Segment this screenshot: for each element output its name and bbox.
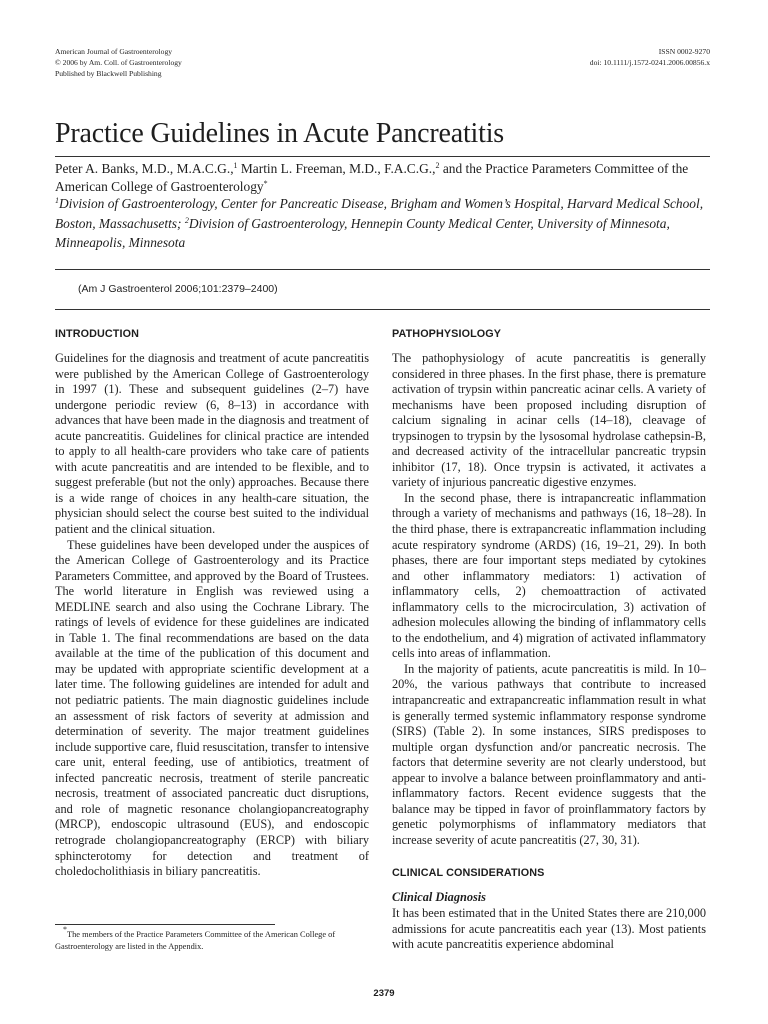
heading-introduction: INTRODUCTION (55, 328, 139, 340)
clinical-paragraph: It has been estimated that in the United States there are 210,000 admissions for acute pancreatitis each year (13). Most patients with acute pancreatitis experience abdominal (392, 906, 706, 952)
title-rule (55, 156, 710, 157)
affil-sup-2: 2 (184, 215, 189, 225)
citation: (Am J Gastroenterol 2006;101:2379–2400) (78, 283, 278, 295)
page-number: 2379 (373, 988, 395, 999)
footnote (55, 925, 373, 953)
doi-line: doi: 10.1111/j.1572-0241.2006.00856.x (589, 58, 710, 67)
pathophysiology-body (392, 351, 706, 849)
introduction-body (55, 351, 369, 880)
heading-clinical-considerations: CLINICAL CONSIDERATIONS (392, 867, 545, 879)
issn-line: ISSN 0002-9270 (658, 47, 710, 56)
affil-sup-1: 1 (55, 196, 59, 205)
copyright-line: © 2006 by Am. Coll. of Gastroenterology (55, 58, 182, 67)
clinical-body (392, 906, 706, 953)
author-sup-star: * (263, 179, 268, 188)
footnote-rule (55, 924, 275, 925)
footnote-text: The members of the Practice Parameters Committee of the American College of Gastroenterology are listed in the Appendix. (55, 930, 336, 951)
journal-header-left (55, 46, 182, 79)
patho-paragraph-2: In the second phase, there is intrapancreatic inflammation through a variety of mechanisms and pathways (16, 18–28). In the third phase, there is extrapancreatic inflammation including acute respiratory syndrome (ARDS) (16, 19–21, 29). In both phases, there are four important steps mediated by cytokines and other inflammatory mediators: 1) activation of inflammatory cells, 2) chemoattraction of activated inflammatory cells to the microcirculation, 3) activation of adhesion molecules allowing the binding of inflammatory cells to the endothelium, and 4) migration of activated inflammatory cells into areas of inflammation. (392, 490, 706, 661)
patho-paragraph-1: The pathophysiology of acute pancreatitis is generally considered in three phases. In the first phase, there is premature activation of trypsin within pancreatic acinar cells. A variety of mechanisms have been proposed including disruption of calcium signaling in acinar cells (14–18), cleavage of trypsinogen to trypsin by the lysosomal hydrolase cathepsin-B, and decreased activity of the intracellular pancreatic trypsin inhibitor (17, 18). Once trypsin is activated, it activates a variety of injurious pancreatic digestive enzymes. (392, 351, 706, 490)
patho-paragraph-3: In the majority of patients, acute pancreatitis is mild. In 10–20%, the various pathways that contribute to increased intrapancreatic and extrapancreatic inflammation result in what is generally termed systemic inflammatory response syndrome (SIRS) (Table 2). In some instances, SIRS predisposes to multiple organ dysfunction and/or pancreatic necrosis. The factors that determine severity are not clearly understood, but appear to involve a balance between proinflammatory and anti-inflammatory factors. Recent evidence suggests that the balance may be tipped in favor of proinflammatory factors by genetic polymorphisms of inflammatory mediators that increase severity of acute pancreatitis (27, 30, 31). (392, 661, 706, 847)
author-committee: and the Practice Parameters Committee of the American College of Gastroenterology (55, 161, 689, 194)
affil-text-1: Division of Gastroenterology, Center for Pancreatic Disease, Brigham and Women’s Hospital, Harvard Medical School, Boston, Massachusetts; (55, 196, 704, 231)
article-title: Practice Guidelines in Acute Pancreatitis (55, 118, 504, 149)
intro-paragraph-1: Guidelines for the diagnosis and treatment of acute pancreatitis were published by the American College of Gastroenterology in 1997 (1). These and subsequent guidelines (2–7) have undergone periodic review (6, 8–13) in accordance with advances that have been made in the diagnosis and treatment of acute pancreatitis. Guidelines for clinical practice are intended to apply to all health-care providers who take care of patients with acute pancreatitis and are intended to be flexible, and to suggest preferable (but not the only) approaches. Because there is a wide range of choices in any health-care situation, the physician should select the course best suited to the individual patient and the clinical situation. (55, 351, 369, 537)
heading-pathophysiology: PATHOPHYSIOLOGY (392, 328, 502, 340)
journal-name: American Journal of Gastroenterology (55, 47, 173, 56)
journal-header-right (590, 46, 710, 68)
author-banks: Peter A. Banks, M.D., M.A.C.G., (55, 161, 234, 176)
citation-rule-bottom (55, 309, 710, 310)
affil-text-2: Division of Gastroenterology, Hennepin County Medical Center, University of Minnesota, Minneapolis, Minnesota (55, 215, 670, 250)
subheading-clinical-diagnosis: Clinical Diagnosis (392, 890, 486, 904)
citation-rule-top (55, 269, 710, 270)
affiliations (55, 194, 715, 253)
author-freeman: Martin L. Freeman, M.D., F.A.C.G., (237, 161, 436, 176)
author-sup-1: 1 (233, 161, 238, 170)
author-list (55, 160, 715, 196)
intro-paragraph-2: These guidelines have been developed under the auspices of the American College of Gastroenterology and its Practice Parameters Committee, and approved by the Board of Trustees. The world literature in English was reviewed using a MEDLINE search and also using the Cochrane Library. The ratings of levels of evidence for these guidelines are indicated in Table 1. The final recommendations are based on the data available at the time of the publication of this document and may be updated with appropriate scientific development at a later time. The following guidelines are intended for adult and not pediatric patients. The main diagnostic guidelines include an assessment of risk factors of severity at admission and determination of severity. The major treatment guidelines include supportive care, fluid resuscitation, transfer to intensive care unit, enteral feeding, use of antibiotics, treatment of infected pancreatic necrosis, treatment of sterile pancreatic necrosis, treatment of associated pancreatic duct disruptions, and role of magnetic resonance cholangiopancreatography (MRCP), endoscopic ultrasound (EUS), and endoscopic retrograde cholangiopancreatography (ERCP) with biliary sphincterotomy for detection and treatment of choledocholithiasis in biliary pancreatitis. (55, 537, 369, 879)
footnote-marker: * (63, 925, 67, 934)
publisher-line: Published by Blackwell Publishing (55, 69, 162, 78)
author-sup-2: 2 (435, 161, 440, 170)
